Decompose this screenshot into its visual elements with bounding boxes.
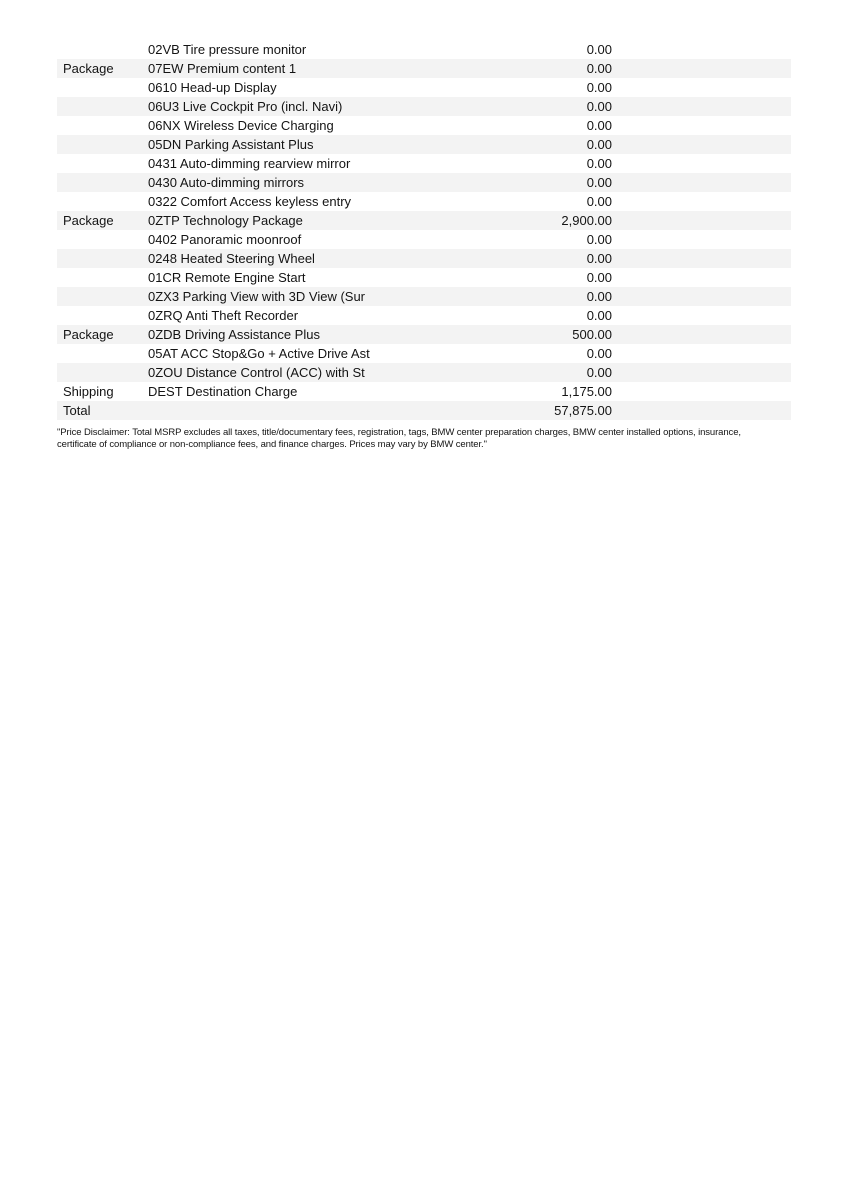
row-description-cell: 05AT ACC Stop&Go + Active Drive Ast — [148, 346, 370, 361]
table-row — [57, 59, 791, 78]
row-price-cell: 500.00 — [572, 327, 612, 342]
row-price-cell: 0.00 — [586, 61, 612, 76]
table-row — [57, 344, 791, 363]
row-description-cell: 02VB Tire pressure monitor — [148, 42, 307, 57]
table-row — [57, 192, 791, 211]
row-category-cell: Package — [63, 61, 114, 76]
table-row — [57, 287, 791, 306]
row-price-cell: 57,875.00 — [554, 403, 612, 418]
row-description-cell: 0430 Auto-dimming mirrors — [148, 175, 305, 190]
row-price-cell: 0.00 — [586, 346, 612, 361]
row-category-cell: Package — [63, 327, 114, 342]
row-price-cell: 0.00 — [586, 365, 612, 380]
row-category-cell: Shipping — [63, 384, 114, 399]
row-price-cell: 0.00 — [586, 308, 612, 323]
row-description-cell: 01CR Remote Engine Start — [148, 270, 306, 285]
vehicle-options-table — [57, 40, 791, 420]
row-price-cell: 0.00 — [586, 137, 612, 152]
row-price-cell: 0.00 — [586, 118, 612, 133]
table-row — [57, 173, 791, 192]
row-description-cell: 06U3 Live Cockpit Pro (incl. Navi) — [148, 99, 343, 114]
row-description-cell: 06NX Wireless Device Charging — [148, 118, 334, 133]
table-row — [57, 268, 791, 287]
row-category-cell: Total — [63, 403, 91, 418]
row-price-cell: 0.00 — [586, 232, 612, 247]
price-disclaimer-text: "Price Disclaimer: Total MSRP excludes all taxes, title/documentary fees, registration, tags, BMW center preparation charges, BMW center installed options, insurance, certificate of compliance or non-compliance fees, and finance charges. Prices may vary by BMW center." — [57, 427, 741, 450]
row-price-cell: 0.00 — [586, 175, 612, 190]
row-price-cell: 0.00 — [586, 156, 612, 171]
row-description-cell: DEST Destination Charge — [148, 384, 298, 399]
row-description-cell: 0248 Heated Steering Wheel — [148, 251, 315, 266]
row-price-cell: 0.00 — [586, 99, 612, 114]
row-description-cell: 0ZX3 Parking View with 3D View (Sur — [148, 289, 366, 304]
row-description-cell: 0ZOU Distance Control (ACC) with St — [148, 365, 365, 380]
row-price-cell: 0.00 — [586, 194, 612, 209]
table-row — [57, 230, 791, 249]
table-row — [57, 249, 791, 268]
table-row — [57, 382, 791, 401]
table-row — [57, 116, 791, 135]
table-row — [57, 401, 791, 420]
row-description-cell: 0322 Comfort Access keyless entry — [148, 194, 352, 209]
table-row — [57, 211, 791, 230]
row-description-cell: 0ZTP Technology Package — [148, 213, 303, 228]
table-row — [57, 135, 791, 154]
row-description-cell: 05DN Parking Assistant Plus — [148, 137, 314, 152]
table-row — [57, 40, 791, 59]
row-description-cell: 0402 Panoramic moonroof — [148, 232, 302, 247]
row-price-cell: 0.00 — [586, 80, 612, 95]
row-description-cell: 0610 Head-up Display — [148, 80, 277, 95]
row-description-cell: 0431 Auto-dimming rearview mirror — [148, 156, 351, 171]
row-price-cell: 2,900.00 — [561, 213, 612, 228]
row-price-cell: 0.00 — [586, 270, 612, 285]
row-description-cell: 0ZRQ Anti Theft Recorder — [148, 308, 299, 323]
table-row — [57, 325, 791, 344]
row-description-cell: 0ZDB Driving Assistance Plus — [148, 327, 320, 342]
table-row — [57, 306, 791, 325]
table-row — [57, 363, 791, 382]
row-description-cell: 07EW Premium content 1 — [148, 61, 297, 76]
row-price-cell: 0.00 — [586, 42, 612, 57]
row-price-cell: 0.00 — [586, 251, 612, 266]
row-price-cell: 0.00 — [586, 289, 612, 304]
table-row — [57, 97, 791, 116]
table-row — [57, 154, 791, 173]
row-category-cell: Package — [63, 213, 114, 228]
table-row — [57, 78, 791, 97]
row-price-cell: 1,175.00 — [561, 384, 612, 399]
